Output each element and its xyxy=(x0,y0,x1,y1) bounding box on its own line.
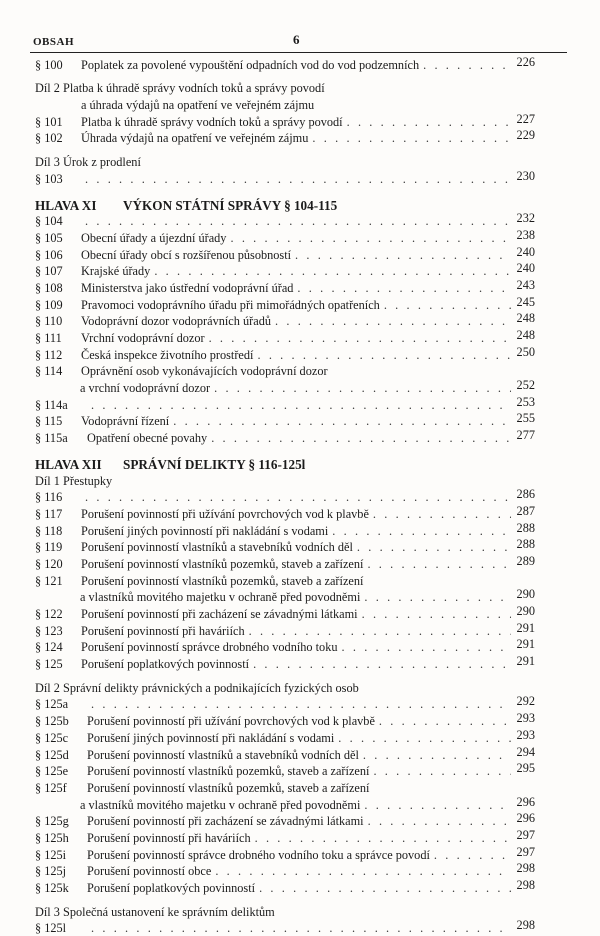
toc-entry[interactable] xyxy=(35,712,535,729)
toc-entry[interactable] xyxy=(35,746,535,763)
toc-entry[interactable] xyxy=(35,796,535,813)
section-number: § 117 xyxy=(35,506,63,521)
entry-title: Platba k úhradě správy vodních toků a správy povodí xyxy=(81,114,343,129)
page-ref: 291 xyxy=(516,654,535,669)
chapter-heading xyxy=(35,196,535,213)
chapter-title: VÝKON STÁTNÍ SPRÁVY § 104-115 xyxy=(123,197,338,213)
dot-leader xyxy=(332,524,511,539)
dot-leader xyxy=(364,590,511,605)
toc-entry[interactable] xyxy=(35,329,535,346)
dot-leader xyxy=(379,714,511,729)
dot-leader xyxy=(362,607,511,622)
entry-title: Poplatek za povolené vypouštění odpadních vod do vod podzemních xyxy=(81,57,420,72)
page-ref: 298 xyxy=(516,861,535,876)
dot-leader xyxy=(347,115,511,130)
page-ref: 290 xyxy=(516,604,535,618)
page-ref: 296 xyxy=(516,811,535,826)
page-ref: 294 xyxy=(516,744,535,759)
toc-entry[interactable] xyxy=(35,846,535,863)
toc-entry[interactable] xyxy=(35,639,535,656)
section-number: § 125j xyxy=(35,864,67,879)
dot-leader xyxy=(297,281,511,296)
section-number: § 125d xyxy=(35,747,69,762)
toc-entry[interactable] xyxy=(35,879,535,896)
dot-leader xyxy=(85,490,511,505)
chapter-title: SPRÁVNÍ DELIKTY § 116-125l xyxy=(123,456,306,472)
section-number: § 125k xyxy=(35,881,69,895)
entry-title: Porušení povinností vlastníků pozemků, staveb a zařízení xyxy=(87,764,370,779)
page-ref: 297 xyxy=(516,827,535,842)
page-ref: 292 xyxy=(516,694,535,709)
section-number: § 105 xyxy=(35,230,63,245)
page-ref: 293 xyxy=(516,727,535,742)
entry-title: Porušení poplatkových povinností xyxy=(87,881,256,895)
section-number: § 102 xyxy=(35,131,63,146)
section-number: § 106 xyxy=(35,247,63,262)
entry-title: Díl 3 Společná ustanovení ke správním deliktům xyxy=(35,904,275,919)
dot-leader xyxy=(249,624,511,639)
page-ref: 238 xyxy=(516,227,535,242)
chapter-label: HLAVA XI xyxy=(35,197,97,213)
page-ref: 293 xyxy=(516,711,535,726)
dot-leader xyxy=(373,507,511,522)
section-number: § 104 xyxy=(35,214,63,229)
toc-entry[interactable] xyxy=(35,213,535,230)
toc-entry[interactable] xyxy=(35,863,535,880)
section-number: § 125f xyxy=(35,780,67,795)
page-ref: 287 xyxy=(516,503,535,518)
entry-title: Díl 3 Úrok z prodlení xyxy=(35,155,141,170)
dot-leader xyxy=(91,697,511,712)
page-ref: 232 xyxy=(516,211,535,226)
section-number: § 110 xyxy=(35,314,63,329)
page-ref: 296 xyxy=(516,794,535,809)
toc-entry[interactable] xyxy=(35,605,535,622)
page-ref: 295 xyxy=(516,761,535,776)
dot-leader xyxy=(230,231,511,246)
page-ref: 245 xyxy=(516,294,535,309)
chapter-label: HLAVA XII xyxy=(35,456,102,472)
entry-title: a vrchní vodoprávní dozor xyxy=(80,381,211,396)
toc-entry[interactable] xyxy=(35,279,535,296)
dot-leader xyxy=(255,831,511,846)
section-number: § 118 xyxy=(35,523,63,538)
dot-leader xyxy=(357,540,511,555)
entry-title: Porušení povinností vlastníků pozemků, staveb a zařízení xyxy=(87,780,370,795)
dot-leader xyxy=(423,58,511,73)
dot-leader xyxy=(85,214,511,229)
section-number: § 125l xyxy=(35,921,67,936)
section-number: § 125i xyxy=(35,847,67,862)
entry-title: Vrchní vodoprávní dozor xyxy=(81,331,205,345)
section-number: § 111 xyxy=(35,331,62,345)
toc-entry[interactable] xyxy=(35,572,535,589)
page-ref: 229 xyxy=(516,128,535,143)
toc-division[interactable] xyxy=(35,472,535,489)
dot-leader xyxy=(91,921,511,936)
toc-entry[interactable] xyxy=(35,130,535,147)
entry-title: Ministerstva jako ústřední vodoprávní úřad xyxy=(81,280,294,295)
page-ref: 227 xyxy=(516,111,535,126)
entry-title: Vodoprávní řízení xyxy=(81,414,170,429)
toc-entry[interactable] xyxy=(35,779,535,796)
entry-title: Porušení povinností správce drobného vodního toku a správce povodí xyxy=(87,847,430,862)
entry-title: Porušení poplatkových povinností xyxy=(81,657,250,672)
dot-leader xyxy=(91,398,511,413)
toc-entry[interactable] xyxy=(35,505,535,522)
toc-entry[interactable] xyxy=(35,379,535,396)
page-ref: 230 xyxy=(516,168,535,183)
page-ref: 291 xyxy=(516,637,535,652)
page-ref: 291 xyxy=(516,620,535,635)
entry-title: Obecní úřady a újezdní úřady xyxy=(81,230,227,245)
entry-title: Díl 2 Správní delikty právnických a podnikajících fyzických osob xyxy=(35,680,359,695)
page-ref: 289 xyxy=(516,553,535,568)
entry-title: Porušení povinností vlastníků a stavebníků vodních děl xyxy=(81,540,353,555)
toc-entry[interactable] xyxy=(35,313,535,330)
page-ref: 250 xyxy=(516,344,535,359)
dot-leader xyxy=(215,864,511,879)
page-ref: 286 xyxy=(516,487,535,502)
running-title: OBSAH xyxy=(33,36,75,48)
section-number: § 114 xyxy=(35,364,63,379)
section-number: § 112 xyxy=(35,347,63,362)
section-number: § 124 xyxy=(35,640,63,655)
entry-title: Porušení povinností při zacházení se závadnými látkami xyxy=(87,814,364,829)
page-ref: 253 xyxy=(516,394,535,409)
toc-entry[interactable] xyxy=(35,263,535,280)
page-ref: 243 xyxy=(516,277,535,292)
section-number: § 100 xyxy=(35,57,63,72)
section-number: § 125g xyxy=(35,814,69,829)
toc-entry[interactable] xyxy=(35,763,535,780)
toc-entry[interactable] xyxy=(35,346,535,363)
section-number: § 109 xyxy=(35,297,63,312)
section-number: § 123 xyxy=(35,623,63,638)
page-ref: 277 xyxy=(516,428,535,443)
entry-title: a úhrada výdajů na opatření ve veřejném zájmu xyxy=(81,98,315,113)
page-ref: 248 xyxy=(516,328,535,342)
chapter-heading xyxy=(35,455,535,472)
dot-leader xyxy=(214,381,511,396)
page-ref: 248 xyxy=(516,311,535,326)
section-number: § 125h xyxy=(35,830,69,845)
entry-title: Porušení povinností vlastníků a stavebníků vodních děl xyxy=(87,747,359,762)
section-number: § 114a xyxy=(35,397,68,412)
dot-leader xyxy=(384,298,511,313)
section-number: § 122 xyxy=(35,607,63,621)
section-number: § 119 xyxy=(35,540,63,555)
entry-title: Porušení povinností správce drobného vodního toku xyxy=(81,640,338,655)
toc-division[interactable] xyxy=(35,153,535,170)
section-number: § 108 xyxy=(35,280,63,295)
page-ref: 297 xyxy=(516,844,535,859)
toc-entry[interactable] xyxy=(35,655,535,672)
toc-entry[interactable] xyxy=(35,296,535,313)
dot-leader xyxy=(257,348,511,363)
entry-title: Obecní úřady obcí s rozšířenou působností xyxy=(81,247,292,262)
toc-entry[interactable] xyxy=(35,489,535,506)
toc-entry[interactable] xyxy=(35,229,535,246)
page-ref: 240 xyxy=(516,244,535,259)
entry-title: Díl 1 Přestupky xyxy=(35,473,113,488)
section-number: § 125e xyxy=(35,764,69,779)
toc-entry[interactable] xyxy=(35,729,535,746)
entry-title: Porušení povinností obce xyxy=(87,864,212,879)
dot-leader xyxy=(367,557,511,572)
section-number: § 107 xyxy=(35,264,63,279)
entry-title: Porušení jiných povinností při nakládání s vodami xyxy=(87,730,335,745)
section-number: § 121 xyxy=(35,573,63,588)
entry-title: Díl 2 Platba k úhradě správy vodních toků a správy povodí xyxy=(35,81,325,96)
entry-title: Porušení povinností při zacházení se závadnými látkami xyxy=(81,607,358,621)
section-number: § 116 xyxy=(35,490,63,505)
dot-leader xyxy=(373,764,511,779)
dot-leader xyxy=(211,431,511,446)
entry-title: Porušení povinností při haváriích xyxy=(81,623,245,638)
dot-leader xyxy=(363,748,511,763)
toc-entry[interactable] xyxy=(35,813,535,830)
page-ref: 288 xyxy=(516,520,535,535)
entry-title: Porušení povinností při užívání povrchových vod k plavbě xyxy=(87,714,375,729)
toc-division[interactable] xyxy=(35,80,535,97)
dot-leader xyxy=(85,172,511,187)
toc-entry[interactable] xyxy=(35,622,535,639)
dot-leader xyxy=(338,731,511,746)
dot-leader xyxy=(368,814,511,829)
toc-entry[interactable] xyxy=(35,96,535,113)
table-of-contents xyxy=(35,56,535,936)
entry-title: Krajské úřady xyxy=(81,264,151,279)
section-number: § 125 xyxy=(35,657,63,672)
entry-title: Porušení povinností vlastníků pozemků, staveb a zařízení xyxy=(81,573,364,588)
page-ref: 288 xyxy=(516,537,535,552)
toc-entry[interactable] xyxy=(35,696,535,713)
entry-title: a vlastníků movitého majetku v ochraně před povodněmi xyxy=(80,590,361,605)
section-number: § 120 xyxy=(35,556,63,571)
dot-leader xyxy=(434,848,511,863)
entry-title: Porušení povinností při užívání povrchových vod k plavbě xyxy=(81,506,369,521)
dot-leader xyxy=(312,131,511,146)
toc-division[interactable] xyxy=(35,679,535,696)
section-number: § 115 xyxy=(35,414,63,429)
dot-leader xyxy=(364,798,511,813)
toc-entry[interactable] xyxy=(35,539,535,556)
toc-entry[interactable] xyxy=(35,920,535,936)
section-number: § 125b xyxy=(35,714,69,729)
entry-title: Česká inspekce životního prostředí xyxy=(81,347,254,362)
dot-leader xyxy=(209,331,511,346)
toc-entry[interactable] xyxy=(35,170,535,187)
entry-title: Úhrada výdajů na opatření ve veřejném zájmu xyxy=(81,131,309,146)
toc-entry[interactable] xyxy=(35,113,535,130)
entry-title: Porušení jiných povinností při nakládání s vodami xyxy=(81,523,329,538)
toc-entry[interactable] xyxy=(35,522,535,539)
toc-entry[interactable] xyxy=(35,413,535,430)
toc-division[interactable] xyxy=(35,903,535,920)
toc-entry[interactable] xyxy=(35,829,535,846)
toc-entry[interactable] xyxy=(35,589,535,606)
page-ref: 298 xyxy=(516,918,535,933)
entry-title: Porušení povinností při haváriích xyxy=(87,830,251,845)
page-ref: 290 xyxy=(516,587,535,602)
section-number: § 101 xyxy=(35,114,63,129)
page-ref: 240 xyxy=(516,261,535,276)
toc-entry[interactable] xyxy=(35,396,535,413)
entry-title: Vodoprávní dozor vodoprávních úřadů xyxy=(81,314,271,329)
section-number: § 115a xyxy=(35,431,68,446)
entry-title: Pravomoci vodoprávního úřadu při mimořádných opatřeních xyxy=(81,297,380,312)
section-number: § 125a xyxy=(35,697,69,712)
page-number: 6 xyxy=(293,32,300,47)
dot-leader xyxy=(173,414,511,429)
dot-leader xyxy=(295,248,511,263)
dot-leader xyxy=(253,657,511,672)
page-ref: 252 xyxy=(516,378,535,393)
page-ref: 298 xyxy=(516,878,535,892)
entry-title: Oprávnění osob vykonávajících vodoprávní dozor xyxy=(81,364,328,379)
entry-title: Opatření obecné povahy xyxy=(87,431,208,446)
toc-entry[interactable] xyxy=(35,246,535,263)
page-ref: 226 xyxy=(516,54,535,69)
dot-leader xyxy=(342,640,512,655)
toc-entry[interactable] xyxy=(35,429,535,446)
entry-title: a vlastníků movitého majetku v ochraně před povodněmi xyxy=(80,797,361,812)
toc-entry[interactable] xyxy=(35,56,535,73)
page-ref: 255 xyxy=(516,411,535,426)
page-header xyxy=(30,30,567,53)
dot-leader xyxy=(259,881,511,896)
section-number: § 125c xyxy=(35,730,69,745)
section-number: § 103 xyxy=(35,171,63,186)
toc-entry[interactable] xyxy=(35,555,535,572)
dot-leader xyxy=(154,264,511,279)
entry-title: Porušení povinností vlastníků pozemků, staveb a zařízení xyxy=(81,556,364,571)
toc-entry[interactable] xyxy=(35,363,535,380)
dot-leader xyxy=(275,314,511,329)
